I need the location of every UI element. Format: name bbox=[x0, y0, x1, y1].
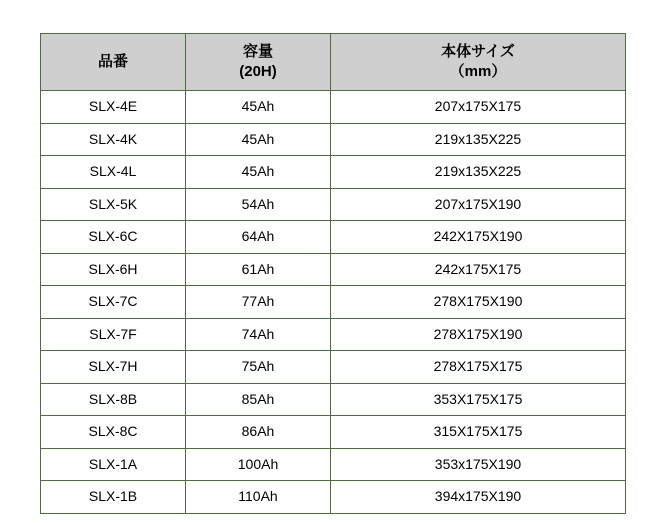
table-body bbox=[41, 91, 626, 514]
cell-capacity: 45Ah bbox=[186, 91, 331, 124]
column-header-size-line2: （mm） bbox=[449, 63, 507, 80]
table-row bbox=[41, 383, 626, 416]
cell-size: 278X175X190 bbox=[331, 286, 626, 319]
cell-model: SLX-7F bbox=[41, 318, 186, 351]
cell-capacity: 86Ah bbox=[186, 416, 331, 449]
cell-size: 219x135X225 bbox=[331, 156, 626, 189]
column-header-model bbox=[41, 34, 186, 91]
cell-capacity: 75Ah bbox=[186, 351, 331, 384]
column-header-capacity-line1: 容量 bbox=[242, 42, 273, 60]
table-row bbox=[41, 318, 626, 351]
cell-model: SLX-4L bbox=[41, 156, 186, 189]
cell-capacity: 54Ah bbox=[186, 188, 331, 221]
column-header-capacity-line2: (20H) bbox=[239, 63, 277, 80]
cell-size: 278X175X175 bbox=[331, 351, 626, 384]
cell-size: 207x175X175 bbox=[331, 91, 626, 124]
cell-model: SLX-4K bbox=[41, 123, 186, 156]
battery-spec-table-wrapper bbox=[40, 33, 622, 514]
cell-model: SLX-8C bbox=[41, 416, 186, 449]
column-header-model-line1: 品番 bbox=[97, 52, 128, 70]
table-row bbox=[41, 156, 626, 189]
table-row bbox=[41, 221, 626, 254]
table-row bbox=[41, 253, 626, 286]
table-row bbox=[41, 448, 626, 481]
cell-model: SLX-7H bbox=[41, 351, 186, 384]
table-row bbox=[41, 481, 626, 514]
cell-capacity: 61Ah bbox=[186, 253, 331, 286]
table-row bbox=[41, 91, 626, 124]
cell-size: 242X175X190 bbox=[331, 221, 626, 254]
table-row bbox=[41, 416, 626, 449]
cell-size: 394x175X190 bbox=[331, 481, 626, 514]
cell-size: 353X175X175 bbox=[331, 383, 626, 416]
cell-capacity: 45Ah bbox=[186, 156, 331, 189]
cell-size: 242x175X175 bbox=[331, 253, 626, 286]
column-header-size bbox=[331, 34, 626, 91]
battery-spec-table bbox=[40, 33, 626, 514]
cell-capacity: 74Ah bbox=[186, 318, 331, 351]
cell-model: SLX-5K bbox=[41, 188, 186, 221]
table-row bbox=[41, 286, 626, 319]
cell-model: SLX-1A bbox=[41, 448, 186, 481]
cell-model: SLX-8B bbox=[41, 383, 186, 416]
cell-size: 353x175X190 bbox=[331, 448, 626, 481]
cell-size: 315X175X175 bbox=[331, 416, 626, 449]
cell-size: 278X175X190 bbox=[331, 318, 626, 351]
table-row bbox=[41, 351, 626, 384]
cell-model: SLX-6C bbox=[41, 221, 186, 254]
cell-model: SLX-6H bbox=[41, 253, 186, 286]
table-row bbox=[41, 188, 626, 221]
cell-capacity: 110Ah bbox=[186, 481, 331, 514]
cell-capacity: 77Ah bbox=[186, 286, 331, 319]
cell-capacity: 64Ah bbox=[186, 221, 331, 254]
cell-capacity: 45Ah bbox=[186, 123, 331, 156]
table-header bbox=[41, 34, 626, 91]
cell-model: SLX-1B bbox=[41, 481, 186, 514]
cell-capacity: 100Ah bbox=[186, 448, 331, 481]
cell-size: 219x135X225 bbox=[331, 123, 626, 156]
cell-capacity: 85Ah bbox=[186, 383, 331, 416]
header-row bbox=[41, 34, 626, 91]
table-row bbox=[41, 123, 626, 156]
column-header-size-line1: 本体サイズ bbox=[441, 42, 515, 60]
cell-model: SLX-4E bbox=[41, 91, 186, 124]
cell-size: 207x175X190 bbox=[331, 188, 626, 221]
column-header-capacity bbox=[186, 34, 331, 91]
cell-model: SLX-7C bbox=[41, 286, 186, 319]
